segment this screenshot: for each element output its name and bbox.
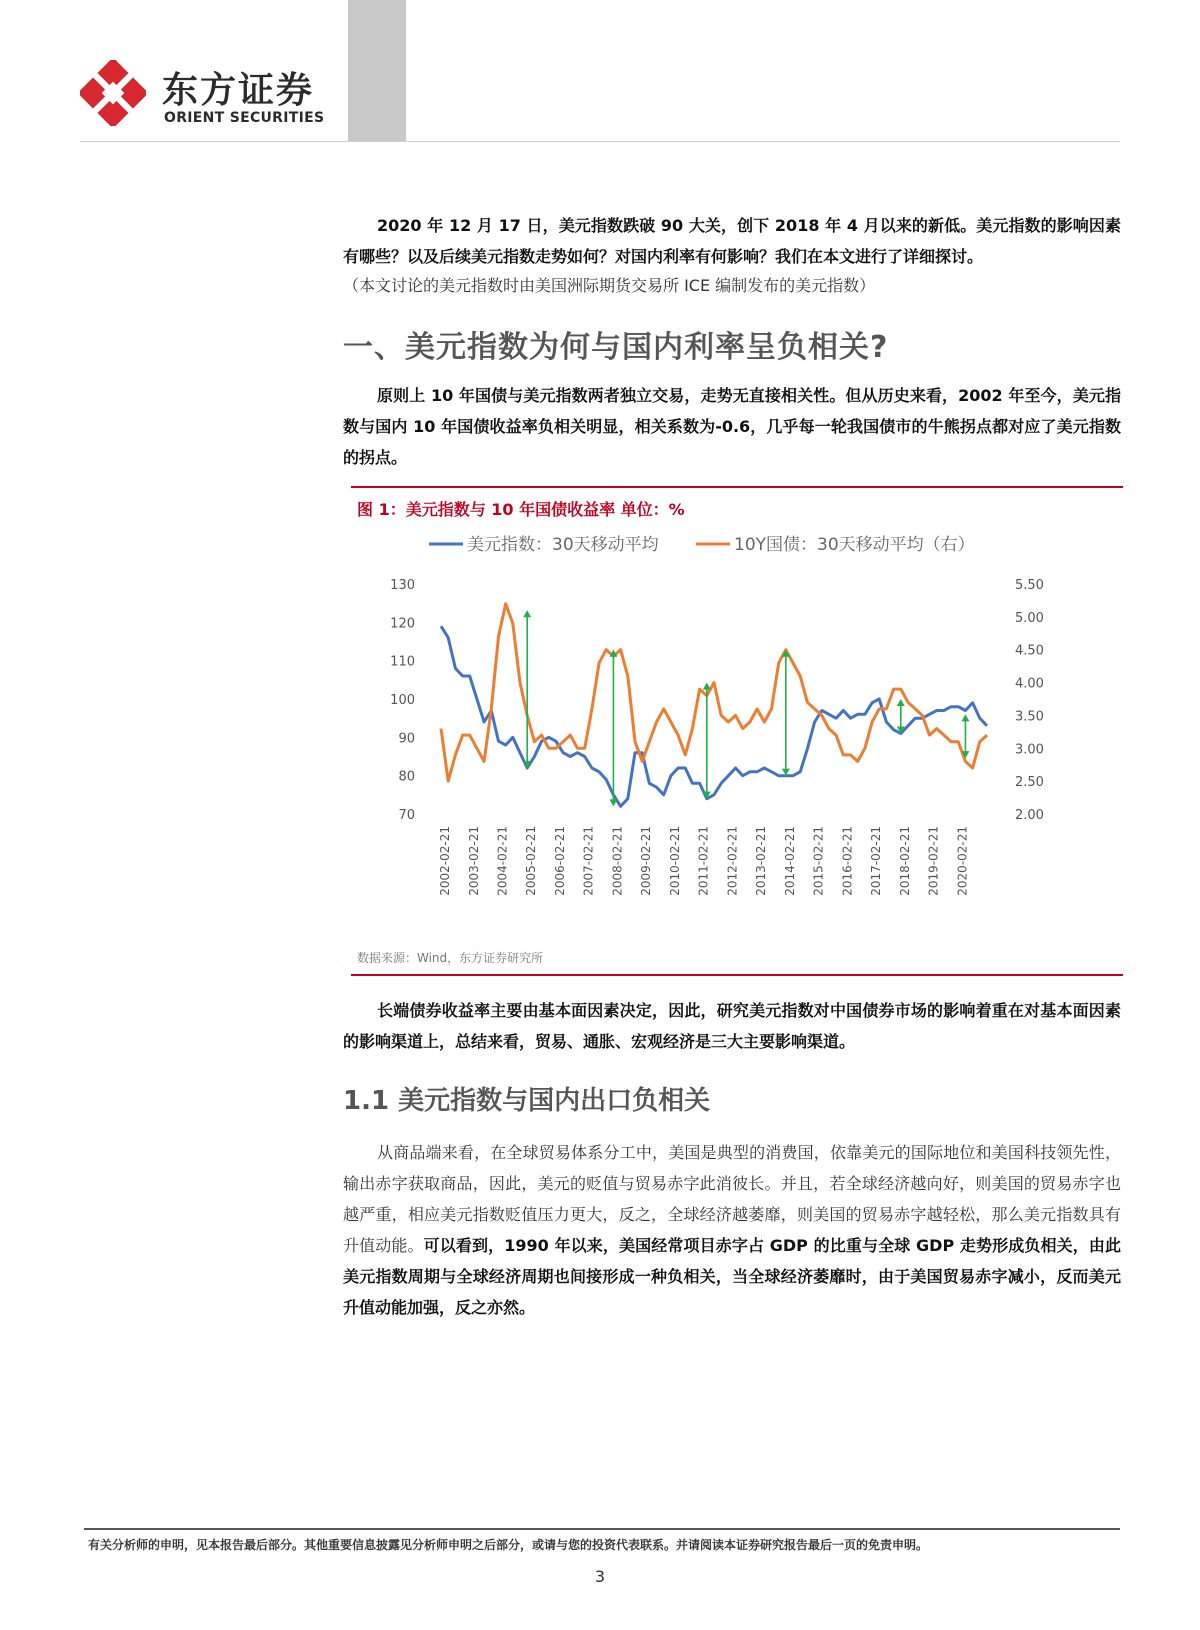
section-1-body [343, 380, 1121, 473]
x-tick-label: 2002-02-21 [438, 826, 453, 896]
section-1-1-text-bold: 可以看到，1990 年以来，美国经常项目赤字占 GDP 的比重与全球 GDP 走势形成负相关，由此美元指数周期与全球经济周期也间接形成一种负相关，当全球经济萎靡时，由于美国贸易赤字减小，反而美元升值动能加强，反之亦然。 [343, 1236, 1121, 1317]
section-1-heading-block [343, 322, 1121, 366]
x-tick-label: 2014-02-21 [782, 826, 797, 896]
x-tick-label: 2020-02-21 [955, 826, 970, 896]
y-left-tick-label: 90 [398, 731, 415, 747]
intro-note: （本文讨论的美元指数时由美国洲际期货交易所 ICE 编制发布的美元指数） [343, 276, 876, 295]
x-tick-label: 2007-02-21 [581, 826, 596, 896]
y-left-tick-label: 110 [390, 654, 415, 670]
x-tick-label: 2016-02-21 [840, 826, 855, 896]
y-right-tick-label: 4.00 [1015, 676, 1044, 692]
x-tick-label: 2012-02-21 [725, 826, 740, 896]
header-divider [80, 141, 1120, 142]
section-1-1-heading-block [343, 1080, 1121, 1117]
y-right-tick-label: 4.50 [1015, 643, 1044, 659]
footer-disclaimer: 有关分析师的申明，见本报告最后部分。其他重要信息披露见分析师申明之后部分，或请与您的投资代表联系。并请阅读本证券研究报告最后一页的免责申明。 [88, 1538, 929, 1552]
figure-bottom-rule [351, 974, 1123, 976]
section-1-1-paragraph [343, 1137, 1121, 1323]
y-left-tick-label: 130 [390, 578, 415, 593]
x-tick-label: 2015-02-21 [811, 826, 826, 896]
legend-label-1: 美元指数：30天移动平均 [467, 535, 659, 555]
correlation-arrow-head-up [961, 714, 969, 721]
section-1-paragraph: 原则上 10 年国债与美元指数两者独立交易，走势无直接相关性。但从历史来看，2002 年至今，美元指数与国内 10 年国债收益率负相关明显，相关系数为-0.6，几乎每一轮我国债市的牛熊拐点都对应了美元指数的拐点。 [343, 386, 1121, 467]
y-left-tick-label: 70 [398, 808, 415, 823]
section-1-1-text-normal: 从商品端来看，在全球贸易体系分工中，美国是典型的消费国，依靠美元的国际地位和美国科技领先性，输出赤字获取商品，因此，美元的贬值与贸易赤字此消彼长。并且，若全球经济越向好，则美国的贸易赤字也越严重，相应美元指数贬值压力更大，反之，全球经济越萎靡，则美国的贸易赤字越轻松，那么美元指数具有升值动能。 [343, 1143, 1121, 1255]
correlation-arrow-head-down [609, 799, 617, 806]
footer-rule [84, 1528, 1120, 1530]
x-tick-label: 2019-02-21 [926, 826, 941, 896]
section-1-1-heading: 1.1 美元指数与国内出口负相关 [343, 1086, 711, 1116]
section-1-1-body [343, 1137, 1121, 1323]
x-tick-label: 2018-02-21 [897, 826, 912, 896]
y-left-tick-label: 100 [390, 693, 415, 708]
x-tick-label: 2009-02-21 [639, 826, 654, 896]
correlation-arrow-head-up [897, 699, 905, 706]
intro-paragraph: 2020 年 12 月 17 日，美元指数跌破 90 大关，创下 2018 年 4 月以来的新低。美元指数的影响因素有哪些？以及后续美元指数走势如何？对国内利率有何影响？我们在本文进行了详细探讨。 [343, 216, 1121, 266]
figure-1-title: 图 1：美元指数与 10 年国债收益率 单位：% [357, 500, 685, 519]
section-1-heading: 一、美元指数为何与国内利率呈负相关? [343, 330, 889, 365]
dxy-vs-10y-chart [351, 530, 1123, 940]
legend-label-2: 10Y国债：30天移动平均（右） [734, 535, 975, 555]
header-gray-band [348, 0, 406, 142]
figure-1-source: 数据来源：Wind，东方证券研究所 [357, 951, 544, 965]
y-right-tick-label: 3.00 [1015, 742, 1044, 758]
series-line-1 [441, 626, 987, 806]
y-left-tick-label: 80 [398, 769, 415, 785]
section-1-after-paragraph: 长端债券收益率主要由基本面因素决定，因此，研究美元指数对中国债券市场的影响着重在对基本面因素的影响渠道上，总结来看，贸易、通胀、宏观经济是三大主要影响渠道。 [343, 1001, 1121, 1051]
series-line-2 [441, 604, 987, 781]
company-logo [80, 52, 340, 132]
x-tick-label: 2017-02-21 [869, 826, 884, 896]
figure-top-rule [351, 486, 1123, 488]
y-right-tick-label: 3.50 [1015, 709, 1044, 725]
y-right-tick-label: 5.00 [1015, 610, 1044, 626]
correlation-arrow-head-up [523, 610, 531, 617]
x-tick-label: 2005-02-21 [524, 826, 539, 896]
intro-block [343, 210, 1121, 300]
x-tick-label: 2008-02-21 [610, 826, 625, 896]
x-tick-label: 2006-02-21 [552, 826, 567, 896]
correlation-arrow-head-up [703, 683, 711, 690]
x-tick-label: 2011-02-21 [696, 826, 711, 896]
x-tick-label: 2010-02-21 [667, 826, 682, 896]
orient-logo-icon [80, 60, 146, 126]
y-right-tick-label: 5.50 [1015, 578, 1044, 593]
x-tick-label: 2004-02-21 [495, 826, 510, 896]
logo-chinese-name: 东方证券 [162, 70, 315, 111]
y-left-tick-label: 120 [390, 616, 415, 632]
y-right-tick-label: 2.00 [1015, 808, 1044, 823]
x-tick-label: 2013-02-21 [754, 826, 769, 896]
page-number: 3 [594, 1567, 606, 1586]
section-1-after-block [343, 995, 1121, 1057]
y-right-tick-label: 2.50 [1015, 775, 1044, 791]
x-tick-label: 2003-02-21 [466, 826, 481, 896]
logo-english-name: ORIENT SECURITIES [164, 110, 325, 126]
